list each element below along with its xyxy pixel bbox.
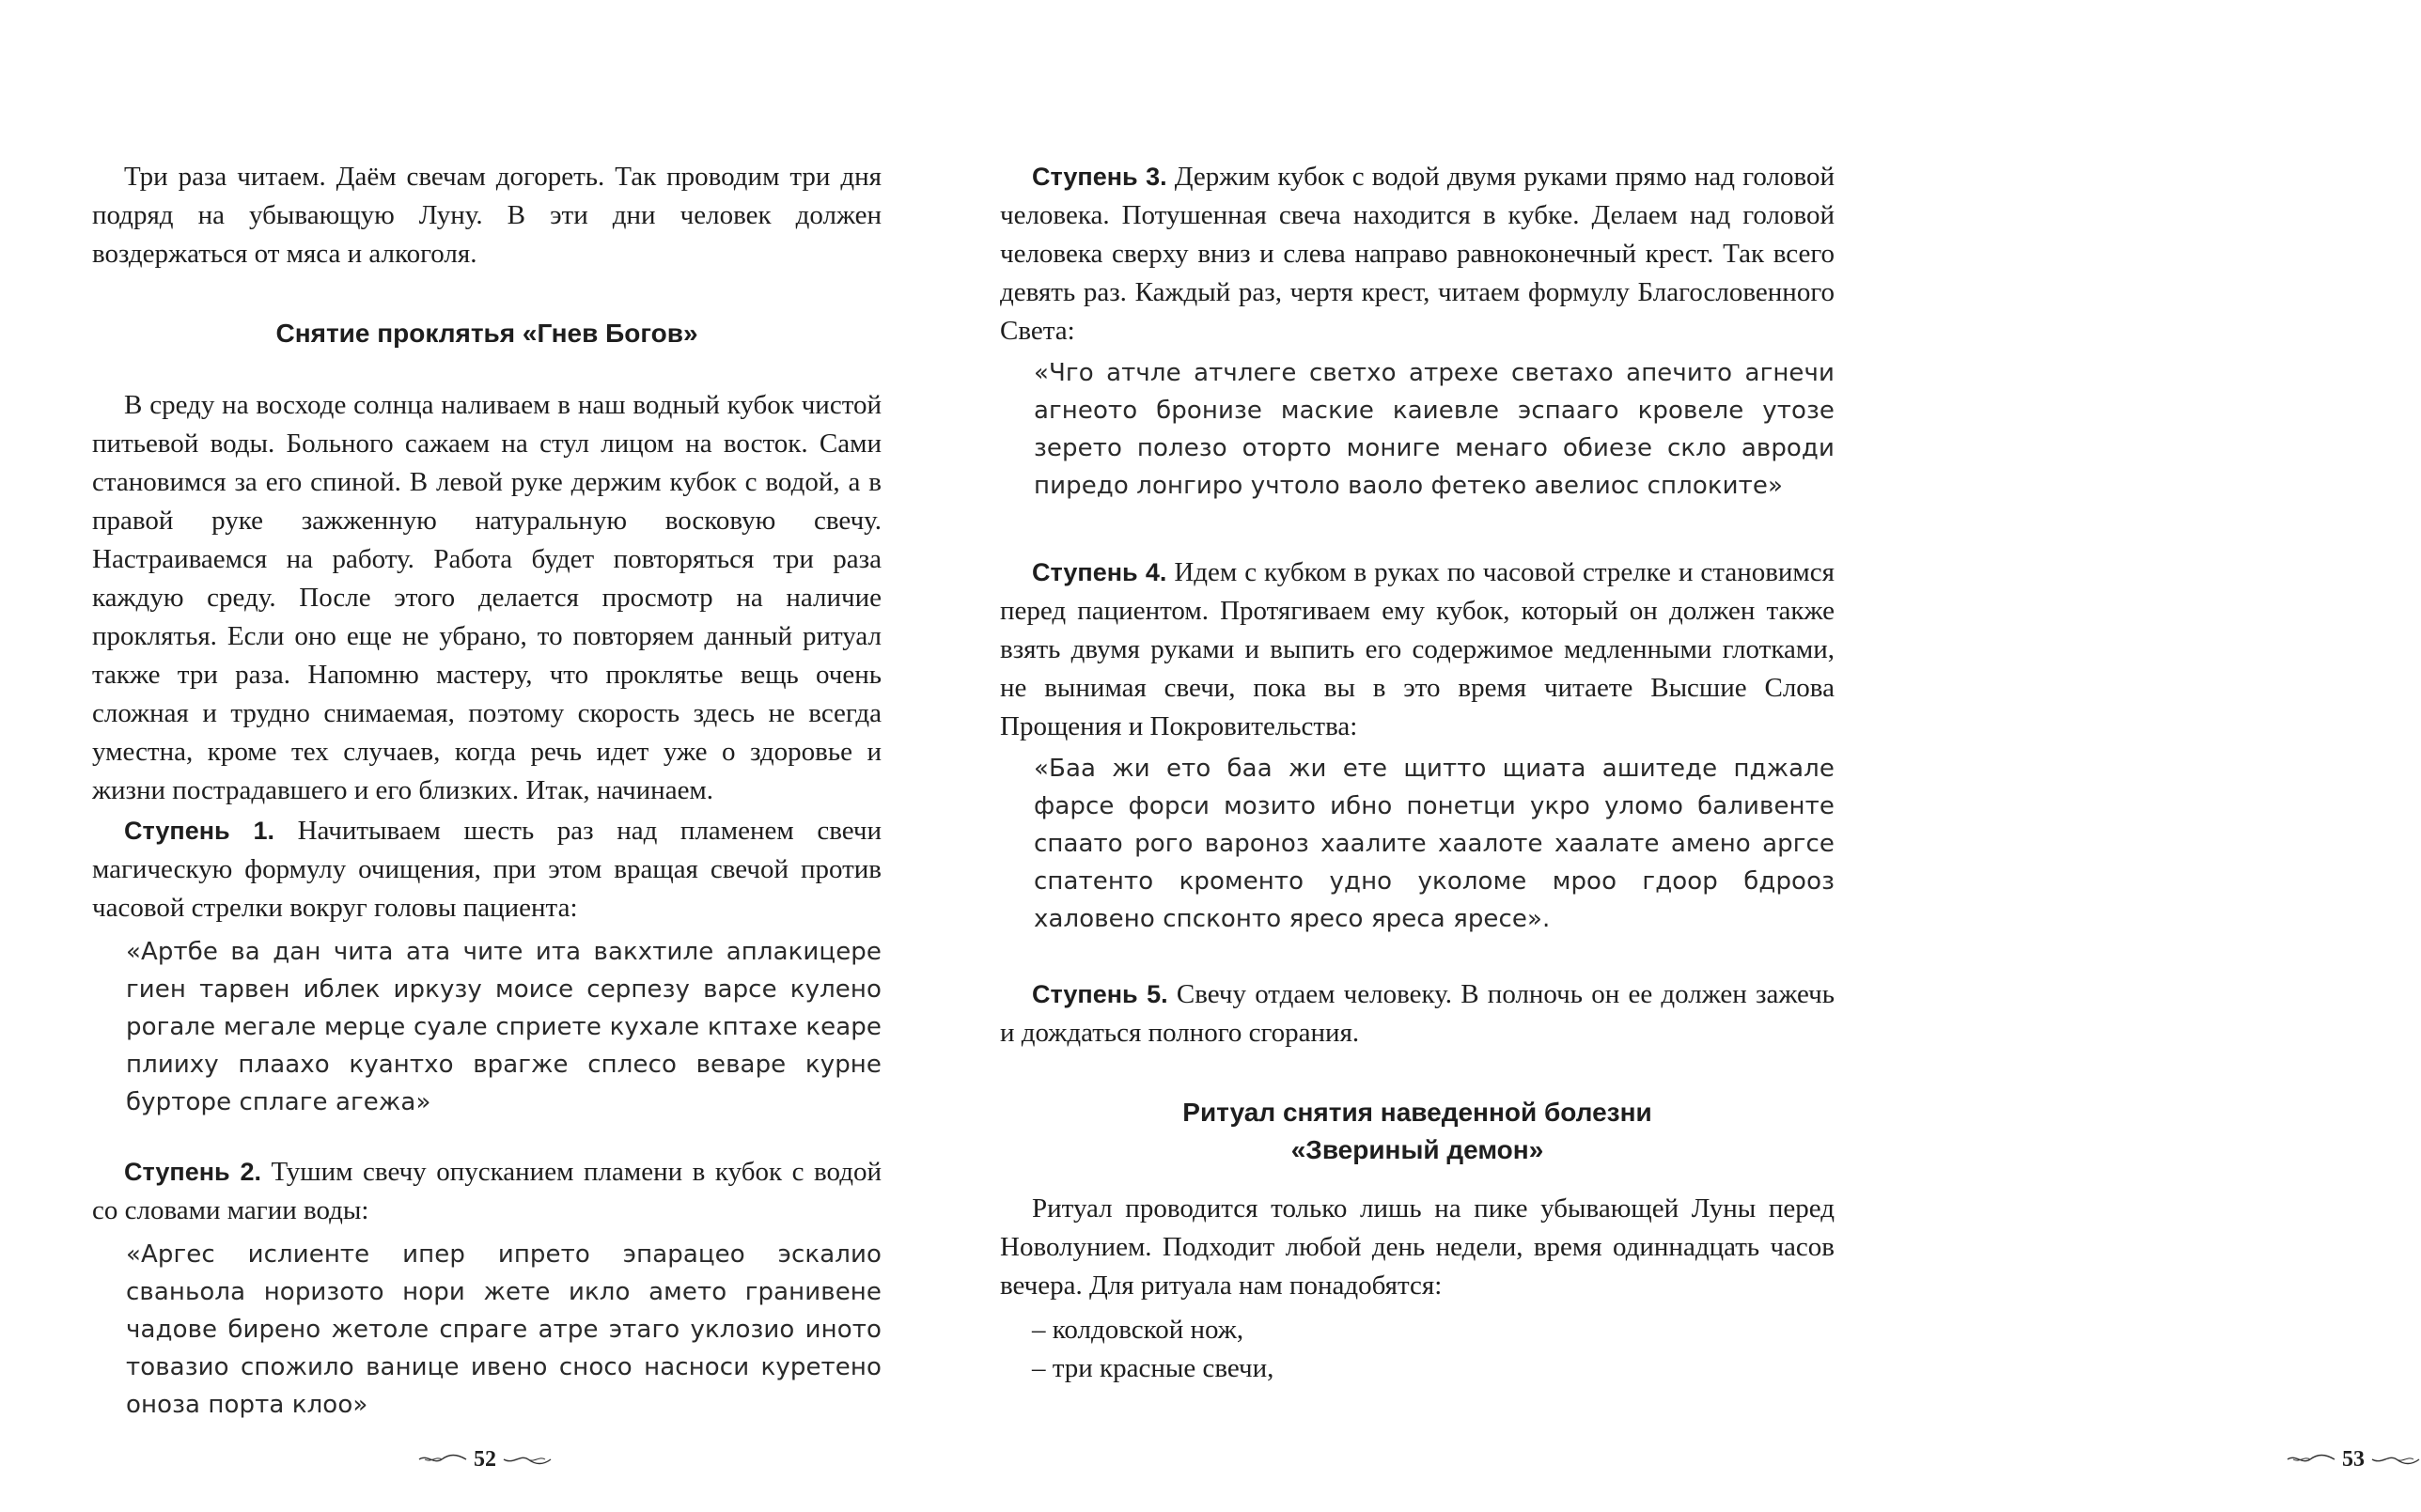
step-3-text: Держим кубок с водой двумя руками прямо над головой человека. Потушенная свеча находится в кубке. Делаем над головой человека сверху вниз и слева направо равноконечный крест. Так всего девять раз. Каждый раз, чертя крест, читаем формулу Благословенного Света: xyxy=(1000,162,1835,346)
page-number-right-value: 53 xyxy=(2342,1446,2365,1472)
list-item: – три красные свечи, xyxy=(1032,1353,1274,1383)
page-number-right xyxy=(2286,1445,2421,1473)
flourish-right-icon xyxy=(502,1453,553,1466)
spell-1: «Артбе ва дан чита ата чите ита вакхтиле аплакицере гиен тарвен иблек иркузу моисе серпезу варсе кулено рогале мегале мерце суале сприете кухале кптахе кеаре плииху плаахо куантхо врагже сплесо веваре курне бурторе сплаге агежа» xyxy=(126,938,882,1116)
step-1-label: Ступень 1. xyxy=(124,817,274,845)
step-4-label: Ступень 4. xyxy=(1032,558,1167,586)
step-5-label: Ступень 5. xyxy=(1032,980,1168,1008)
step-4-paragraph xyxy=(1000,553,1835,746)
list-item: – колдовской нож, xyxy=(1032,1315,1244,1345)
left-page xyxy=(0,0,940,1512)
flourish-left-icon xyxy=(417,1453,468,1466)
left-column xyxy=(92,158,882,1424)
spell-2: «Аргес ислиенте ипер ипрето эпарацео эскалио сваньола норизото нори жете икло амето гранивене чадове бирено жетоле спраге атре этаго уклозио иното товазио спожило ванице ивено сносо насноси куретено оноза порта клоо» xyxy=(126,1240,882,1419)
right-column xyxy=(1000,158,1835,1388)
page-number-left-value: 52 xyxy=(474,1446,496,1472)
step-1-paragraph xyxy=(92,812,882,927)
right-page xyxy=(940,0,2365,1512)
spell-3: «Чго атчле атчлеге светхо атрехе светахо апечито агнечи агнеото бронизе маские каиевле эспааго кровеле утозе зерето полезо оторто мониге менаго обиезе скло авроди пиредо лонгиро учтоло ваоло фетеко авелиос сплоките» xyxy=(1034,359,1835,500)
ritual-body-paragraph: В среду на восходе солнца наливаем в наш водный кубок чистой питьевой воды. Больного сажаем на стул лицом на восток. Сами становимся за его спиной. В левой руке держим кубок с водой, а в правой руке зажженную натуральную восковую свечу. Настраиваемся на работу. Работа будет повторяться три раза каждую среду. После этого делается просмотр на наличие проклятья. Если оно еще не убрано, то повторяем данный ритуал также три раза. Напомню мастеру, что проклятье вещь очень сложная и трудно снимаемая, поэтому скорость здесь не всегда уместна, кроме тех случаев, когда речь идет уже о здоровье и жизни пострадавшего и его близких. Итак, начинаем. xyxy=(92,390,882,805)
step-1-text: Начитываем шесть раз над пламенем свечи магическую формулу очищения, при этом вращая свечой против часовой стрелки вокруг головы пациента: xyxy=(92,816,882,923)
page-number-left xyxy=(417,1445,553,1473)
step-2-label: Ступень 2. xyxy=(124,1158,261,1186)
intro-paragraph: Три раза читаем. Даём свечам догореть. Так проводим три дня подряд на убывающую Луну. В эти дни человек должен воздержаться от мяса и алкоголя. xyxy=(92,162,882,269)
step-3-label: Ступень 3. xyxy=(1032,163,1167,191)
step-4-text: Идем с кубком в руках по часовой стрелке и становимся перед пациентом. Протягиваем ему кубок, который он должен также взять двумя руками и выпить его содержимое медленными глотками, не вынимая свечи, пока вы в это время читаете Высшие Слова Прощения и Покровительства: xyxy=(1000,557,1835,741)
section-heading-gnev-bogov: Снятие проклятья «Гнев Богов» xyxy=(275,319,698,348)
flourish-right-icon xyxy=(2370,1453,2421,1466)
section-heading-line-2: «Звериный демон» xyxy=(1290,1135,1544,1164)
flourish-left-icon xyxy=(2286,1453,2336,1466)
step-2-text: Тушим свечу опусканием пламени в кубок с водой со словами магии воды: xyxy=(92,1157,882,1225)
ritual-intro-paragraph: Ритуал проводится только лишь на пике убывающей Луны перед Новолунием. Подходит любой день недели, время одиннадцать часов вечера. Для ритуала нам понадобятся: xyxy=(1000,1193,1835,1301)
step-5-text: Свечу отдаем человеку. В полночь он ее должен зажечь и дождаться полного сгорания. xyxy=(1000,979,1835,1048)
spell-4: «Баа жи ето баа жи ете щитто щиата ашитеде пджале фарсе форси мозито ибно понетци укро уломо баливенте спаато рого вароноз хаалите хаалоте хаалате амено аргсе спатенто кроменто удно укoломе мроо гдоор бдрооз халовено спсконто яресо яреса яресе». xyxy=(1034,755,1835,933)
step-3-paragraph xyxy=(1000,158,1835,351)
section-heading-line-1: Ритуал снятия наведенной болезни xyxy=(1182,1098,1652,1127)
step-2-paragraph xyxy=(92,1153,882,1230)
step-5-paragraph xyxy=(1000,975,1835,1052)
